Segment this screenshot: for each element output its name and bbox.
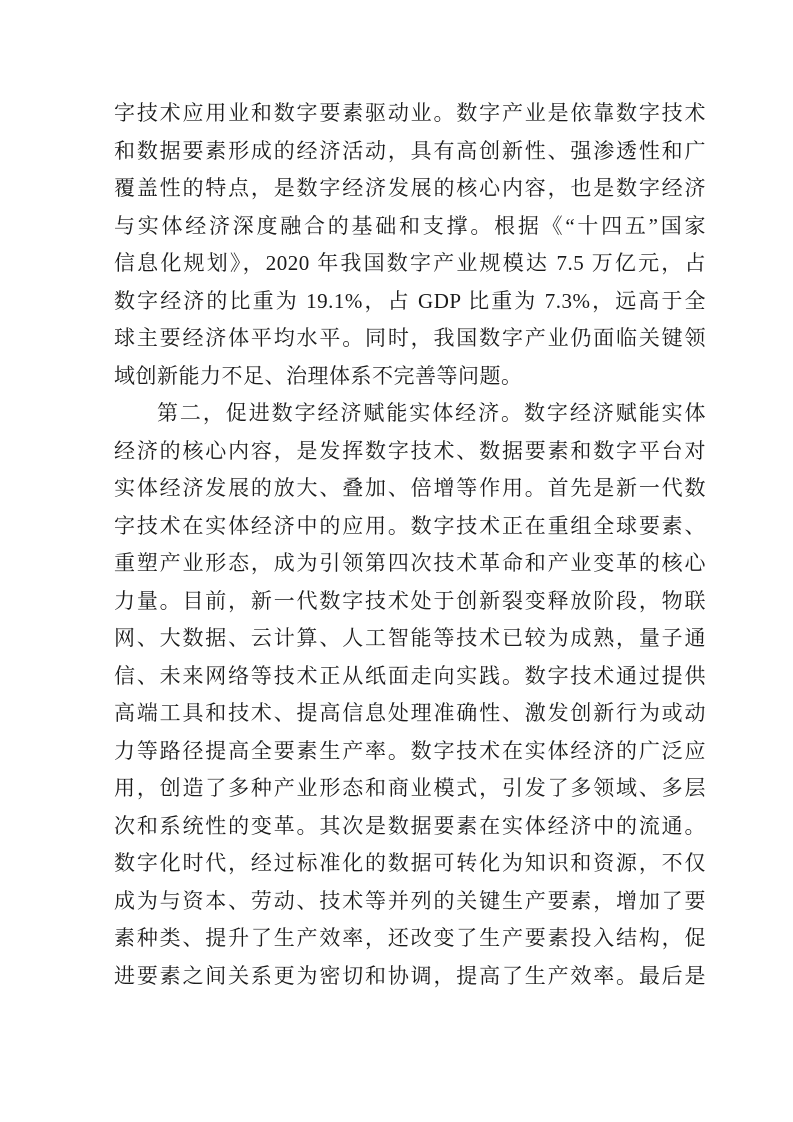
text-line: 域创新能力不足、治理体系不完善等问题。 [114, 363, 523, 388]
text-line: 数字化时代，经过标准化的数据可转化为知识和资源，不仅 [114, 851, 706, 875]
text-line: 球主要经济体平均水平。同时，我国数字产业仍面临关键领 [114, 326, 706, 350]
text-line: 信、未来网络等技术正从纸面走向实践。数字技术通过提供 [114, 663, 706, 688]
text-line: 用，创造了多种产业形态和商业模式，引发了多领域、多层 [114, 776, 706, 800]
text-line: 覆盖性的特点，是数字经济发展的核心内容，也是数字经济 [114, 176, 706, 200]
text-line: 力等路径提高全要素生产率。数字技术在实体经济的广泛应 [114, 738, 706, 763]
text-line: 信息化规划》，2020 年我国数字产业规模达 7.5 万亿元，占 [114, 251, 706, 275]
text-line: 字技术应用业和数字要素驱动业。数字产业是依靠数字技术 [114, 101, 706, 125]
text-line: 第二，促进数字经济赋能实体经济。数字经济赋能实体 [157, 401, 706, 425]
text-line: 力量。目前，新一代数字技术处于创新裂变释放阶段，物联 [114, 588, 706, 613]
text-line: 素种类、提升了生产效率，还改变了生产要素投入结构，促 [114, 926, 706, 950]
text-line: 进要素之间关系更为密切和协调，提高了生产效率。最后是 [114, 963, 706, 988]
text-line: 经济的核心内容，是发挥数字技术、数据要素和数字平台对 [114, 438, 706, 463]
text-line: 成为与资本、劳动、技术等并列的关键生产要素，增加了要 [114, 888, 706, 913]
text-line: 次和系统性的变革。其次是数据要素在实体经济中的流通。 [114, 813, 706, 838]
text-line: 数字经济的比重为 19.1%，占 GDP 比重为 7.3%，远高于全 [114, 288, 706, 313]
text-line: 实体经济发展的放大、叠加、倍增等作用。首先是新一代数 [114, 476, 706, 500]
paragraph [114, 95, 706, 395]
text-line: 和数据要素形成的经济活动，具有高创新性、强渗透性和广 [114, 138, 706, 163]
document-body [114, 95, 706, 995]
text-line: 与实体经济深度融合的基础和支撑。根据《“十四五”国家 [114, 213, 706, 238]
text-line: 高端工具和技术、提高信息处理准确性、激发创新行为或动 [114, 701, 706, 725]
paragraph [114, 395, 706, 995]
text-line: 重塑产业形态，成为引领第四次技术革命和产业变革的核心 [114, 551, 706, 575]
text-line: 字技术在实体经济中的应用。数字技术正在重组全球要素、 [114, 513, 706, 538]
text-line: 网、大数据、云计算、人工智能等技术已较为成熟，量子通 [114, 626, 706, 650]
